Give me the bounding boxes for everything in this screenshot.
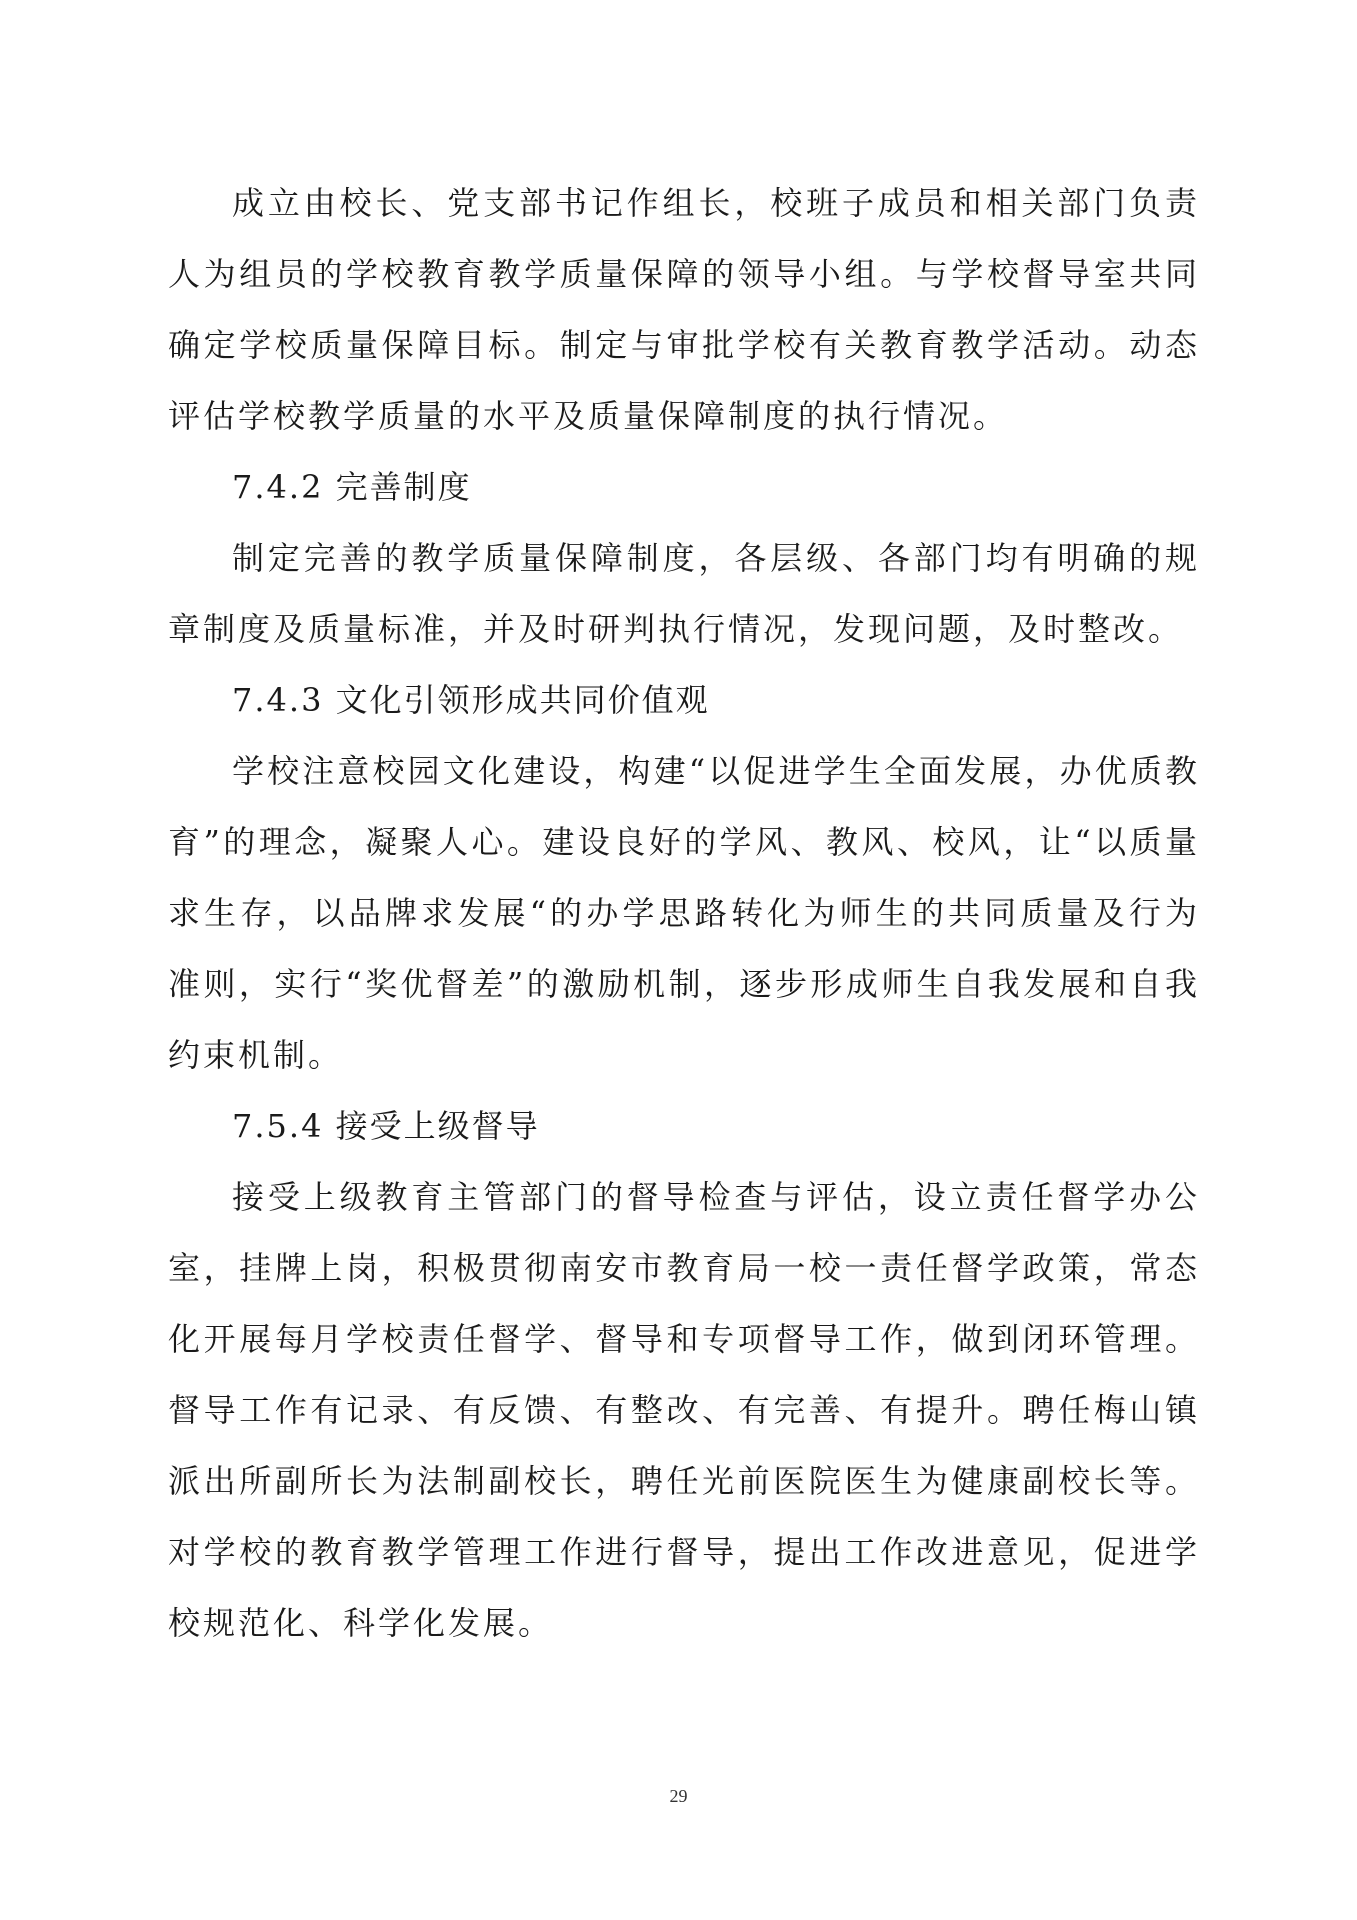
paragraph-leadership-group: 成立由校长、党支部书记作组长，校班子成员和相关部门负责人为组员的学校教育教学质量保障的领导小组。与学校督导室共同确定学校质量保障目标。制定与审批学校有关教育教学活动。动态评估学校教学质量的水平及质量保障制度的执行情况。 (168, 184, 1200, 435)
section-heading-7-4-3: 7.4.3 文化引领形成共同价值观 (232, 681, 710, 719)
document-body (168, 168, 1200, 1659)
paragraph-supervision: 接受上级教育主管部门的督导检查与评估，设立责任督学办公室，挂牌上岗，积极贯彻南安市教育局一校一责任督学政策，常态化开展每月学校责任督学、督导和专项督导工作，做到闭环管理。督导工作有记录、有反馈、有整改、有完善、有提升。聘任梅山镇派出所副所长为法制副校长，聘任光前医院医生为健康副校长等。对学校的教育教学管理工作进行督导，提出工作改进意见，促进学校规范化、科学化发展。 (168, 1178, 1200, 1642)
paragraph-improve-system: 制定完善的教学质量保障制度，各层级、各部门均有明确的规章制度及质量标准，并及时研判执行情况，发现问题，及时整改。 (168, 539, 1200, 648)
paragraph-culture-values: 学校注意校园文化建设，构建“以促进学生全面发展，办优质教育”的理念，凝聚人心。建设良好的学风、教风、校风，让“以质量求生存，以品牌求发展“的办学思路转化为师生的共同质量及行为准则，实行“奖优督差”的激励机制，逐步形成师生自我发展和自我约束机制。 (168, 752, 1200, 1074)
section-heading-7-4-2: 7.4.2 完善制度 (232, 468, 472, 506)
page-number: 29 (669, 1786, 688, 1806)
section-heading-7-5-4: 7.5.4 接受上级督导 (232, 1107, 540, 1145)
